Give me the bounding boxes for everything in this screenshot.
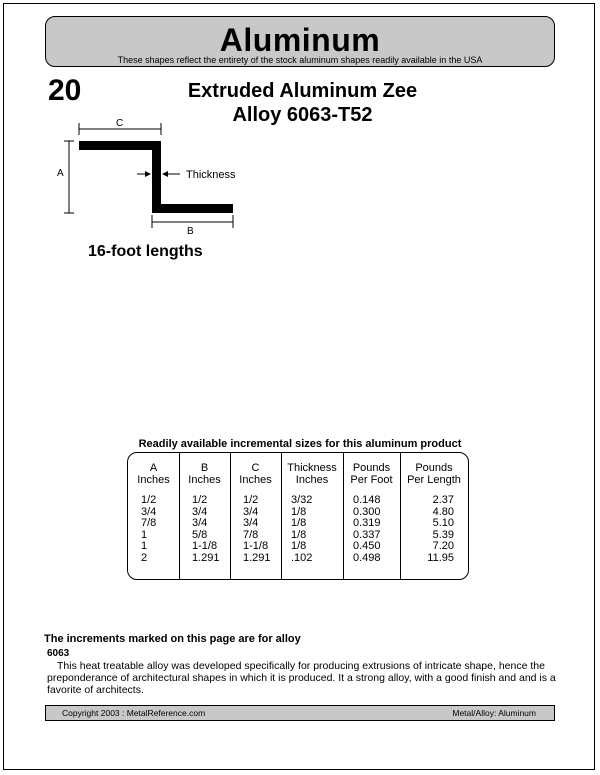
column-header: A — [149, 462, 158, 474]
product-alloy: Alloy 6063-T52 — [232, 104, 373, 126]
table-cell: 7.20 — [432, 540, 454, 552]
column-header: Pounds — [352, 462, 391, 474]
column-thickness — [281, 453, 343, 579]
alloy-name: 6063 — [47, 648, 70, 659]
table-cell: 5.10 — [432, 517, 454, 529]
table-cell: 0.300 — [353, 505, 381, 518]
column-unit: Inches — [239, 474, 272, 486]
table-cell: 7/8 — [243, 528, 259, 541]
dimension-c-label: C — [116, 118, 124, 129]
table-cell: 11.95 — [427, 551, 454, 564]
table-cell: 0.148 — [353, 494, 381, 506]
copyright-text: Copyright 2003 : MetalReference.com — [62, 708, 206, 718]
table-caption: Readily available incremental sizes for this aluminum product — [138, 438, 462, 450]
alloy-description-block — [47, 660, 557, 696]
table-cell: 1/8 — [291, 528, 307, 541]
table-cell: 1/2 — [141, 494, 157, 506]
table-cell: 1/2 — [192, 494, 208, 506]
table-cell: 3/4 — [192, 505, 208, 518]
table-cell: 5/8 — [192, 528, 208, 541]
table-cell: .102 — [291, 551, 313, 564]
table-cell: 1/8 — [291, 540, 307, 552]
table-cell: 1 — [141, 540, 148, 552]
alloy-description: This heat treatable alloy was developed specifically for producing extrusions of intricate shape, hence the preponderance of architectural shapes in which it is produced. It a strong alloy, with a good finish and and is a favorite of architects. — [47, 660, 556, 696]
column-unit: Per Foot — [350, 474, 393, 486]
table-cell: 3/32 — [291, 494, 313, 506]
table-cell: 1-1/8 — [243, 540, 269, 552]
column-unit: Inches — [295, 474, 329, 486]
table-cell: 3/4 — [243, 505, 259, 518]
column-b — [179, 453, 230, 579]
table-cell: 3/4 — [243, 517, 259, 529]
table-cell: 0.498 — [353, 551, 381, 564]
table-cell: 3/4 — [192, 517, 208, 529]
product-title: Extruded Aluminum Zee — [187, 80, 418, 102]
column-header: Thickness — [287, 462, 337, 474]
column-pounds-per-length — [400, 453, 468, 579]
lengths-label: 16-foot lengths — [88, 243, 203, 260]
column-a — [128, 453, 179, 579]
table-cell: 4.80 — [432, 505, 454, 518]
table-cell: 1/8 — [291, 505, 307, 518]
sizes-table — [127, 452, 469, 580]
table-cell: 2.37 — [432, 494, 454, 506]
column-header: C — [251, 462, 260, 474]
header-subtitle: These shapes reflect the entirety of the stock aluminum shapes readily available in the USA — [117, 55, 483, 65]
column-header: Pounds — [415, 462, 453, 474]
column-unit: Per Length — [407, 474, 461, 486]
thickness-label: Thickness — [186, 169, 236, 181]
table-cell: 1/2 — [243, 494, 259, 506]
table-cell: 1-1/8 — [192, 540, 218, 552]
footer-category: Metal/Alloy: Aluminum — [452, 708, 536, 718]
dimension-b-label: B — [187, 226, 194, 237]
table-cell: 7/8 — [141, 517, 157, 529]
column-pounds-per-foot — [343, 453, 400, 579]
increments-heading: The increments marked on this page are for alloy — [44, 633, 301, 645]
table-cell: 0.337 — [353, 528, 381, 541]
table-cell: 1.291 — [192, 551, 220, 564]
page-number: 20 — [48, 74, 82, 107]
table-cell: 1/8 — [291, 517, 307, 529]
table-cell: 5.39 — [432, 528, 454, 541]
column-unit: Inches — [137, 474, 170, 486]
table-cell: 3/4 — [141, 505, 157, 518]
table-cell: 2 — [141, 551, 148, 564]
footer-bar — [45, 705, 555, 721]
header-banner — [45, 16, 555, 67]
table-cell: 0.450 — [353, 540, 381, 552]
header-title: Aluminum — [219, 22, 381, 58]
table-cell: 0.319 — [353, 517, 381, 529]
column-header: B — [200, 462, 209, 474]
table-cell: 1.291 — [243, 551, 271, 564]
table-cell: 1 — [141, 528, 148, 541]
column-unit: Inches — [188, 474, 221, 486]
zee-profile-diagram — [52, 113, 252, 238]
dimension-a-label: A — [57, 168, 64, 179]
column-c — [230, 453, 281, 579]
